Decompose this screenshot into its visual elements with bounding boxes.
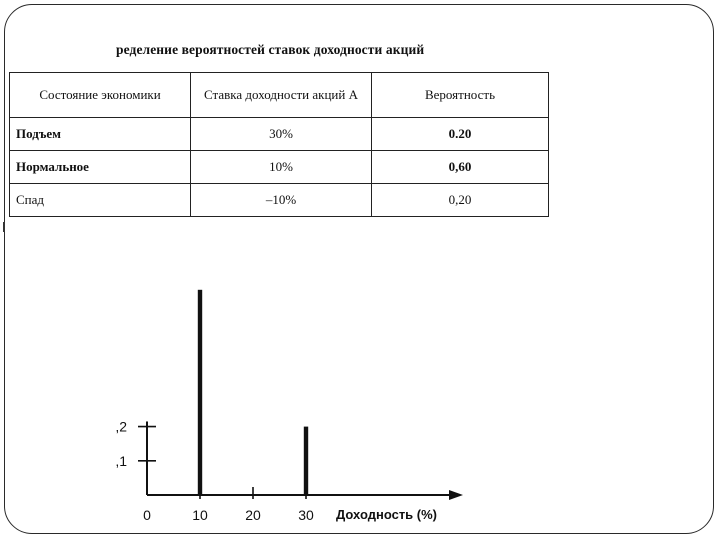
row-state: Спад	[10, 184, 191, 217]
row-state: Нормальное	[10, 151, 191, 184]
table-row	[10, 151, 549, 184]
table-row	[10, 184, 549, 217]
row-state: Подъем	[10, 118, 191, 151]
x-tick-label: 0	[143, 507, 151, 523]
header-return: Ставка доходности акций A	[191, 73, 372, 118]
return-distribution-chart	[0, 240, 720, 540]
x-axis-label: Доходность (%)	[336, 507, 438, 522]
table-header-row	[10, 73, 549, 118]
table-row	[10, 118, 549, 151]
y-tick-label: ,2	[115, 418, 127, 435]
header-probability: Вероятность	[372, 73, 549, 118]
figure-title: ределение вероятностей ставок доходности акций	[116, 42, 425, 57]
x-tick-label: 20	[245, 507, 261, 523]
probability-bar	[198, 290, 202, 495]
row-return: 10%	[191, 151, 372, 184]
header-state: Состояние экономики	[10, 73, 191, 118]
probability-table	[9, 72, 549, 217]
row-probability: 0,20	[372, 184, 549, 217]
x-tick-label: 30	[298, 507, 314, 523]
row-probability: 0,60	[372, 151, 549, 184]
x-tick-label: 10	[192, 507, 208, 523]
y-tick-label: ,1	[115, 452, 127, 469]
x-axis-arrow	[449, 490, 463, 500]
scan-mark	[3, 222, 5, 232]
row-return: –10%	[191, 184, 372, 217]
probability-bar	[304, 427, 308, 495]
row-return: 30%	[191, 118, 372, 151]
row-probability: 0.20	[372, 118, 549, 151]
